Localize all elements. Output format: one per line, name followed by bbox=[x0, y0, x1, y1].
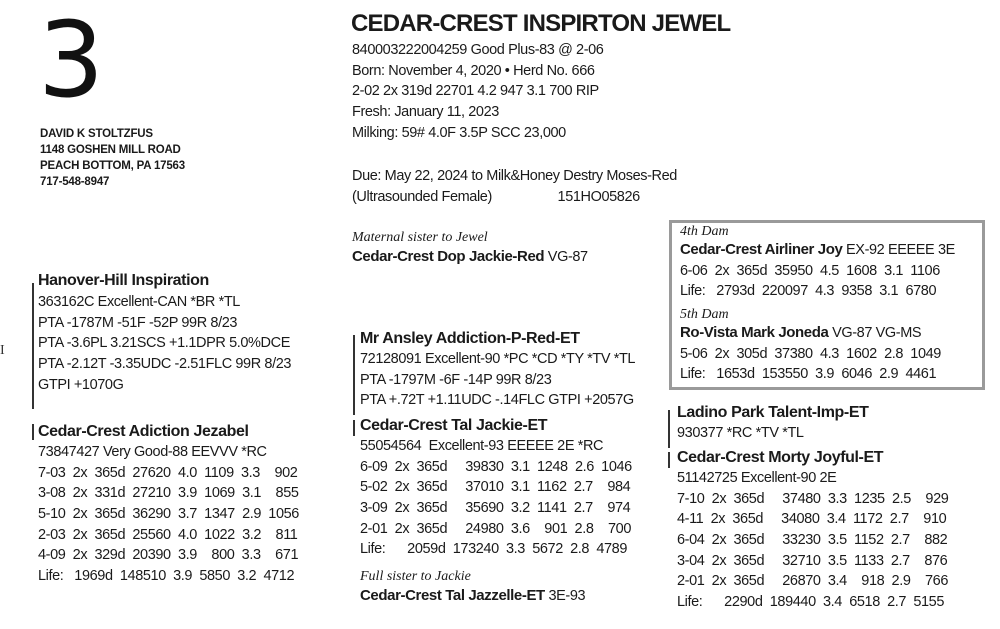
third-sire-reg-line: 930377 *RC *TV *TL bbox=[677, 425, 804, 441]
maternal-sister-score: VG-87 bbox=[544, 249, 588, 265]
full-sister-block bbox=[360, 569, 585, 607]
maternal-sister-name: Cedar-Crest Dop Jackie-Red bbox=[352, 248, 545, 265]
dam-record-row: 4-09 2x 329d 20390 3.9 800 3.3 671 bbox=[38, 547, 299, 564]
owner-address: 1148 GOSHEN MILL ROAD bbox=[40, 144, 181, 156]
sire-pta-line-3: PTA -2.12T -3.35UDC -2.51FLC 99R 8/23 bbox=[38, 356, 292, 373]
fourth-dam-score: EX-92 EEEEE 3E bbox=[842, 242, 955, 258]
mgs-reg-line: 72128091 Excellent-90 *PC *CD *TY *TV *TL bbox=[360, 351, 636, 367]
fifth-dam-lifetime-row: Life: 1653d 153550 3.9 6046 2.9 4461 bbox=[680, 366, 937, 383]
owner-city: PEACH BOTTOM, PA 17563 bbox=[40, 160, 185, 172]
fourth-dam-caption: 4th Dam bbox=[680, 224, 729, 239]
third-dam-name: Cedar-Crest Morty Joyful-ET bbox=[677, 449, 884, 466]
dam-name: Cedar-Crest Adiction Jezabel bbox=[38, 423, 249, 440]
granddam-record-row: 3-09 2x 365d 35690 3.2 1141 2.7 974 bbox=[360, 500, 631, 517]
granddam-record-row: 2-01 2x 365d 24980 3.6 901 2.8 700 bbox=[360, 520, 632, 537]
animal-info bbox=[352, 40, 603, 143]
full-sister-name: Cedar-Crest Tal Jazzelle-ET bbox=[360, 587, 545, 604]
ultrasound-label: (Ultrasounded Female) bbox=[352, 188, 492, 205]
sire-gtpi-line: GTPI +1070G bbox=[38, 376, 124, 393]
granddam-record-row: 5-02 2x 365d 37010 3.1 1162 2.7 984 bbox=[360, 479, 631, 496]
granddam-name: Cedar-Crest Tal Jackie-ET bbox=[360, 417, 548, 434]
fourth-dam-record-row: 6-06 2x 365d 35950 4.5 1608 3.1 1106 bbox=[680, 262, 940, 279]
fifth-dam-score: VG-87 VG-MS bbox=[828, 325, 922, 341]
lot-number: 3 bbox=[38, 0, 105, 121]
sire-pta-line-2: PTA -3.6PL 3.21SCS +1.1DPR 5.0%DCE bbox=[38, 335, 290, 352]
sire-reg-line: 363162C Excellent-CAN *BR *TL bbox=[38, 294, 240, 310]
mgs-name: Mr Ansley Addiction-P-Red-ET bbox=[360, 330, 580, 347]
third-dam-block bbox=[677, 449, 948, 613]
mgs-bar bbox=[353, 335, 355, 415]
dam-id-line: 73847427 Very Good-88 EEVVV *RC bbox=[38, 444, 267, 460]
fourth-dam-block bbox=[680, 224, 955, 302]
third-sire-name: Ladino Park Talent-Imp-ET bbox=[677, 404, 869, 421]
third-dam-record-row: 3-04 2x 365d 32710 3.5 1133 2.7 876 bbox=[677, 552, 948, 569]
third-dam-record-row: 2-01 2x 365d 26870 3.4 918 2.9 766 bbox=[677, 573, 949, 590]
full-sister-score: 3E-93 bbox=[544, 588, 586, 604]
dam-record-row: 2-03 2x 365d 25560 4.0 1022 3.2 811 bbox=[38, 526, 298, 543]
owner-block bbox=[40, 126, 185, 190]
fifth-dam-record-row: 5-06 2x 305d 37380 4.3 1602 2.8 1049 bbox=[680, 345, 941, 362]
sire-pta-line-1: PTA -1787M -51F -52P 99R 8/23 bbox=[38, 314, 238, 331]
granddam-lifetime-row: Life: 2059d 173240 3.3 5672 2.8 4789 bbox=[360, 541, 627, 558]
due-line: Due: May 22, 2024 to Milk&Honey Destry Moses-Red bbox=[352, 168, 677, 184]
maternal-sister-caption: Maternal sister to Jewel bbox=[352, 230, 488, 245]
animal-milking-line: Milking: 59# 4.0F 3.5P SCC 23,000 bbox=[352, 124, 566, 141]
dam-record-row: 3-08 2x 331d 27210 3.9 1069 3.1 855 bbox=[38, 485, 299, 502]
animal-record-line: 2-02 2x 319d 22701 4.2 947 3.1 700 RIP bbox=[352, 83, 599, 100]
due-info bbox=[352, 166, 677, 207]
dam-lifetime-row: Life: 1969d 148510 3.9 5850 3.2 4712 bbox=[38, 568, 295, 585]
dam-bar bbox=[32, 424, 34, 440]
mgs-pta-line-1: PTA -1797M -6F -14P 99R 8/23 bbox=[360, 371, 552, 388]
granddam-id-line: 55054564 Excellent-93 EEEEE 2E *RC bbox=[360, 438, 604, 454]
mgs-block bbox=[360, 330, 635, 411]
fifth-dam-block bbox=[680, 307, 941, 385]
service-code: 151HO05826 bbox=[557, 188, 640, 205]
ultrasound-line bbox=[352, 187, 677, 208]
granddam-bar bbox=[353, 420, 355, 436]
mgs-pta-line-2: PTA +.72T +1.11UDC -.14FLC GTPI +2057G bbox=[360, 392, 634, 409]
dam-record-row: 5-10 2x 365d 36290 3.7 1347 2.9 1056 bbox=[38, 506, 299, 523]
fifth-dam-caption: 5th Dam bbox=[680, 307, 729, 322]
owner-phone: 717-548-8947 bbox=[40, 176, 110, 188]
third-sire-bar bbox=[668, 410, 670, 448]
sire-bar bbox=[32, 283, 34, 409]
sire-name: Hanover-Hill Inspiration bbox=[38, 272, 209, 289]
full-sister-caption: Full sister to Jackie bbox=[360, 569, 471, 584]
dam-record-row: 7-03 2x 365d 27620 4.0 1109 3.3 902 bbox=[38, 464, 298, 481]
third-sire-block bbox=[677, 404, 869, 444]
animal-name: CEDAR-CREST INSPIRTON JEWEL bbox=[351, 10, 731, 37]
third-dam-lifetime-row: Life: 2290d 189440 3.4 6518 2.7 5155 bbox=[677, 594, 944, 611]
maternal-sister-block bbox=[352, 230, 588, 268]
third-dam-record-row: 4-11 2x 365d 34080 3.4 1172 2.7 910 bbox=[677, 511, 947, 528]
granddam-block bbox=[360, 417, 632, 560]
fifth-dam-name: Ro-Vista Mark Joneda bbox=[680, 324, 829, 341]
fourth-dam-lifetime-row: Life: 2793d 220097 4.3 9358 3.1 6780 bbox=[680, 283, 937, 300]
animal-born-line: Born: November 4, 2020 • Herd No. 666 bbox=[352, 62, 595, 79]
animal-fresh-line: Fresh: January 11, 2023 bbox=[352, 104, 499, 121]
animal-id-line: 840003222004259 Good Plus-83 @ 2-06 bbox=[352, 42, 604, 58]
third-dam-record-row: 6-04 2x 365d 33230 3.5 1152 2.7 882 bbox=[677, 532, 948, 549]
sire-block bbox=[38, 272, 291, 395]
third-dam-record-row: 7-10 2x 365d 37480 3.3 1235 2.5 929 bbox=[677, 490, 949, 507]
fourth-dam-name: Cedar-Crest Airliner Joy bbox=[680, 241, 843, 258]
dam-block bbox=[38, 423, 299, 587]
third-dam-bar bbox=[668, 452, 670, 468]
owner-name: DAVID K STOLTZFUS bbox=[40, 128, 153, 140]
text-cursor-icon: I bbox=[0, 343, 5, 358]
granddam-record-row: 6-09 2x 365d 39830 3.1 1248 2.6 1046 bbox=[360, 458, 632, 475]
third-dam-id-line: 51142725 Excellent-90 2E bbox=[677, 470, 837, 486]
